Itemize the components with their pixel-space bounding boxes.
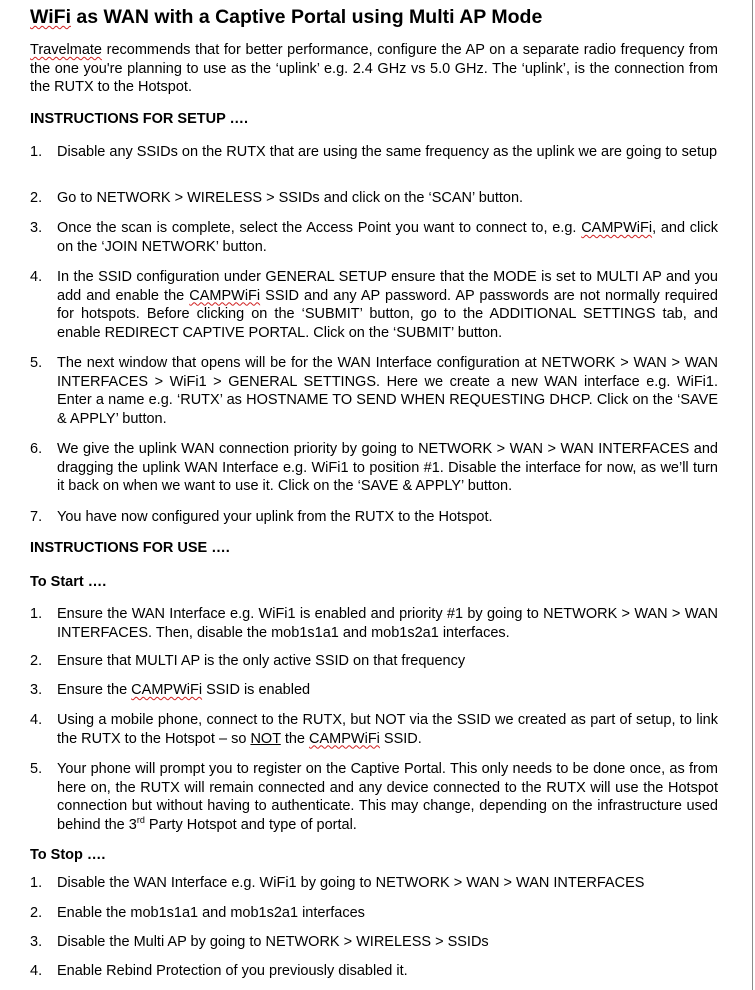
item-number: 2. <box>30 653 43 669</box>
setup-item-7 <box>30 508 718 527</box>
item-number: 1. <box>30 144 43 160</box>
intro-brand: Travelmate <box>30 42 102 58</box>
stop-item-4 <box>30 962 718 981</box>
ordinal-suffix: rd <box>136 814 145 825</box>
item-number: 3. <box>30 682 43 698</box>
start-item-2 <box>30 652 718 671</box>
item-number: 2. <box>30 905 43 921</box>
title-rest: as WAN with a Captive Portal using Multi AP Mode <box>70 6 543 28</box>
item-number: 5. <box>30 355 43 371</box>
document-title <box>30 6 542 29</box>
item-text: You have now configured your uplink from the RUTX to the Hotspot. <box>57 509 493 525</box>
emphasis-not: NOT <box>250 730 281 747</box>
item-number: 1. <box>30 875 43 891</box>
stop-item-2 <box>30 904 718 923</box>
item-number: 3. <box>30 220 43 236</box>
item-number: 4. <box>30 963 43 979</box>
setup-item-1 <box>30 143 718 162</box>
item-text: Once the scan is complete, select the Access Point you want to connect to, e.g. CAMPWiFi, and click on the ‘JOIN NETWORK’ button. <box>57 220 718 255</box>
item-text: We give the uplink WAN connection priority by going to NETWORK > WAN > WAN INTERFACES and dragging the uplink WAN Interface e.g. WiFi1 to position #1. Disable the interface for now, as we’ll turn it back on when we want to use it. Click on the ‘SAVE & APPLY’ button. <box>57 441 718 494</box>
item-text: Your phone will prompt you to register on the Captive Portal. This only needs to be done once, as from here on, the RUTX will remain connected and any device connected to the RUTX will use the Hotspot connection but without having to authenticate. This may change, depending on the infrastructure used behind the 3rd Party Hotspot and type of portal. <box>57 761 718 833</box>
setup-item-6 <box>30 440 718 496</box>
setup-item-3 <box>30 219 718 256</box>
ssid-name: CAMPWiFi <box>131 682 203 698</box>
item-text: Enable the mob1s1a1 and mob1s2a1 interfaces <box>57 905 365 921</box>
setup-item-4 <box>30 268 718 342</box>
item-text: Disable the Multi AP by going to NETWORK > WIRELESS > SSIDs <box>57 934 489 950</box>
item-text: Disable any SSIDs on the RUTX that are using the same frequency as the uplink we are going to setup <box>57 144 718 160</box>
item-text: Ensure that MULTI AP is the only active SSID on that frequency <box>57 653 466 669</box>
start-item-1 <box>30 605 718 642</box>
item-number: 3. <box>30 934 43 950</box>
setup-heading: INSTRUCTIONS FOR SETUP …. <box>30 111 249 127</box>
item-number: 2. <box>30 190 43 206</box>
start-item-5 <box>30 760 718 834</box>
use-heading: INSTRUCTIONS FOR USE …. <box>30 540 230 556</box>
item-number: 6. <box>30 441 43 457</box>
start-item-3 <box>30 681 718 700</box>
page-edge <box>752 0 753 990</box>
intro-text: recommends that for better performance, configure the AP on a separate radio frequency from the one you're planning to use as the ‘uplink’ e.g. 2.4 GHz vs 5.0 GHz. The ‘uplink’, is the connection from the RUTX to the Hotspot. <box>30 42 718 96</box>
item-text: The next window that opens will be for the WAN Interface configuration at NETWORK > WAN > WAN INTERFACES > WiFi1 > GENERAL SETTINGS. Here we create a new WAN interface e.g. WiFi1. Enter a name e.g. ‘RUTX’ as HOSTNAME TO SEND WHEN REQUESTING DHCP. Click on the ‘SAVE & APPLY’ button. <box>57 355 718 427</box>
stop-item-3 <box>30 933 718 952</box>
stop-item-1 <box>30 874 718 893</box>
start-item-4 <box>30 711 718 748</box>
start-heading: To Start …. <box>30 574 107 590</box>
setup-item-2 <box>30 189 718 208</box>
item-text: Enable Rebind Protection of you previously disabled it. <box>57 963 408 979</box>
title-wifi: WiFi <box>30 6 71 28</box>
item-text: Ensure the WAN Interface e.g. WiFi1 is enabled and priority #1 by going to NETWORK > WAN > WAN INTERFACES. Then, disable the mob1s1a1 and mob1s2a1 interfaces. <box>57 606 718 641</box>
item-number: 1. <box>30 606 43 622</box>
ssid-name: CAMPWiFi <box>309 730 380 747</box>
ssid-name: CAMPWiFi <box>581 220 653 236</box>
item-text: In the SSID configuration under GENERAL SETUP ensure that the MODE is set to MULTI AP and you add and enable the CAMPWiFi SSID and any AP password. AP passwords are not normally required for hotspots. Before clicking on the ‘SUBMIT’ button, go to the ADDITIONAL SETTINGS tab, and enable REDIRECT CAPTIVE PORTAL. Click on the ‘SUBMIT’ button. <box>57 269 718 341</box>
item-text: Ensure the CAMPWiFi SSID is enabled <box>57 682 311 698</box>
item-text: Using a mobile phone, connect to the RUTX, but NOT via the SSID we created as part of setup, to link the RUTX to the Hotspot – so NOT the CAMPWiFi SSID. <box>57 712 718 747</box>
setup-item-5 <box>30 354 718 428</box>
item-text: Go to NETWORK > WIRELESS > SSIDs and click on the ‘SCAN’ button. <box>57 190 524 206</box>
item-number: 7. <box>30 509 43 525</box>
item-number: 4. <box>30 712 43 728</box>
stop-heading: To Stop …. <box>30 847 106 863</box>
item-number: 5. <box>30 761 43 777</box>
intro-paragraph <box>30 41 718 97</box>
item-text: Disable the WAN Interface e.g. WiFi1 by going to NETWORK > WAN > WAN INTERFACES <box>57 875 645 891</box>
item-number: 4. <box>30 269 43 285</box>
ssid-name: CAMPWiFi <box>189 287 261 304</box>
